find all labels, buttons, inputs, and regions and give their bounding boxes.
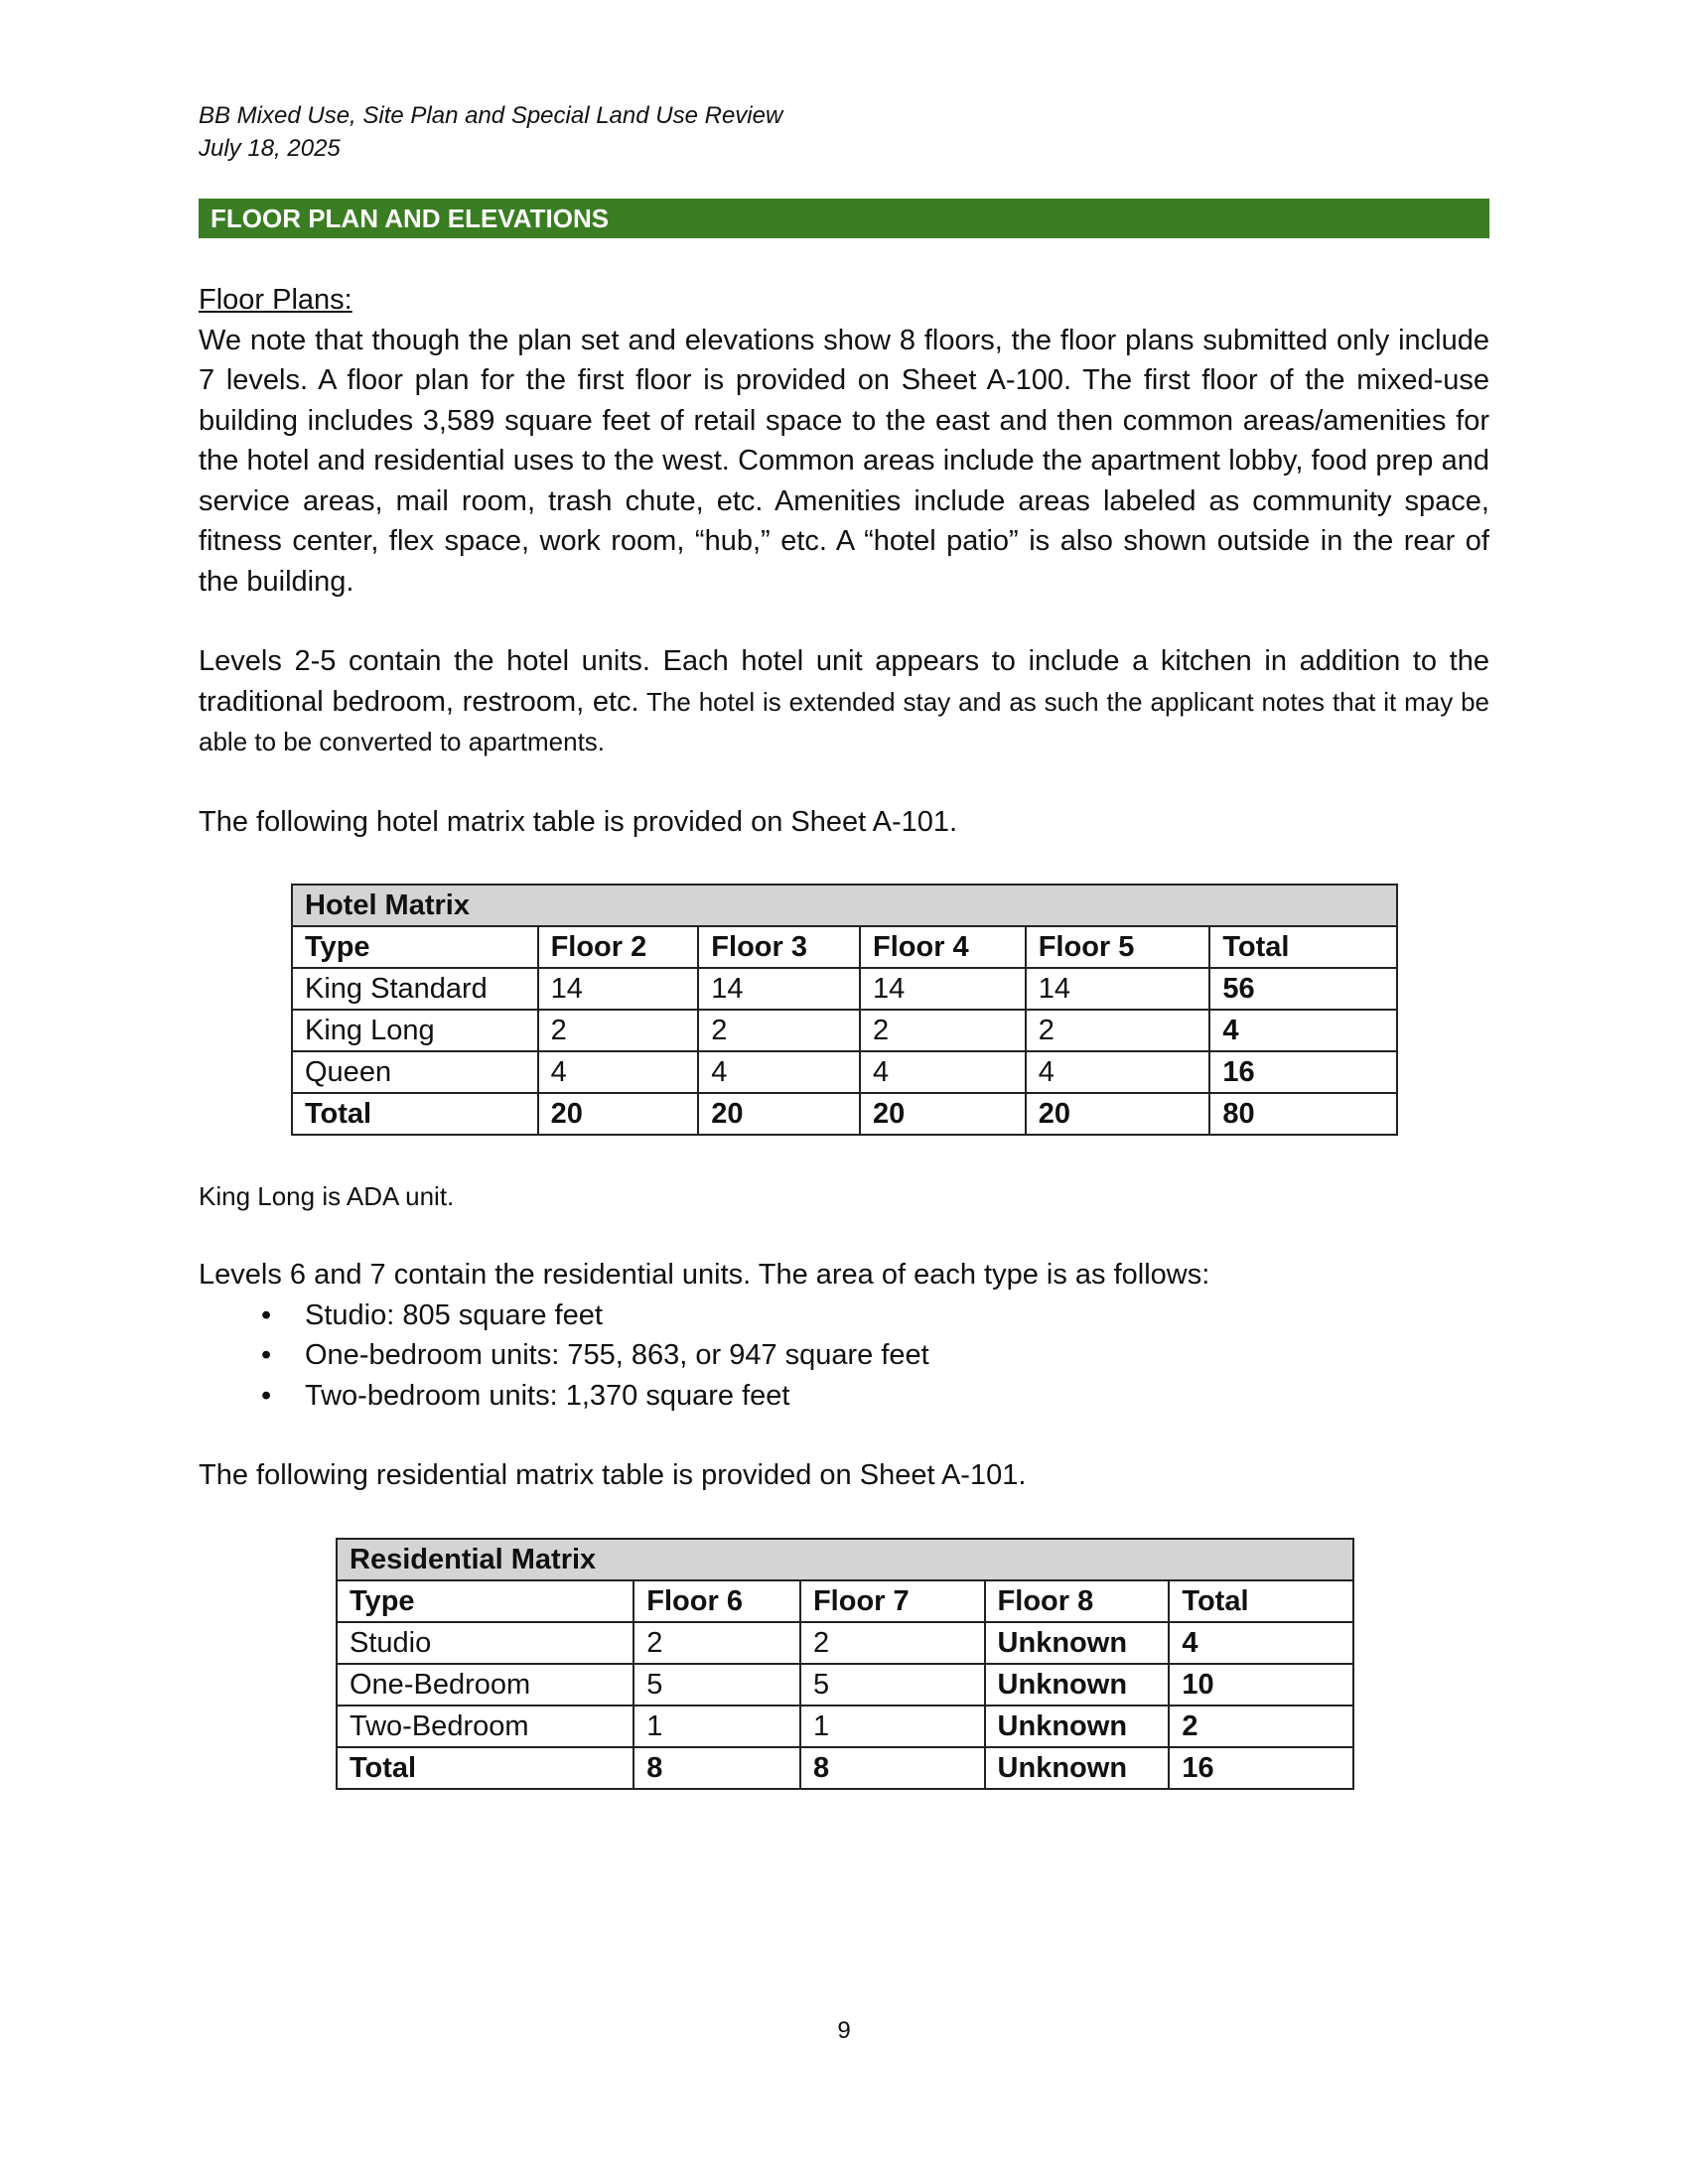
table-cell: King Long xyxy=(292,1010,538,1051)
hotel-levels-text: Levels 2-5 contain the hotel units. Each hotel unit appears to include a kitchen in addition to the traditional bedroom, restroom, etc. xyxy=(199,645,1489,718)
table-cell: Studio xyxy=(337,1622,633,1664)
table-total-row xyxy=(292,1093,1397,1135)
table-cell: 14 xyxy=(1026,968,1210,1010)
table-title-row xyxy=(337,1539,1353,1580)
table-cell-total: 4 xyxy=(1169,1622,1353,1664)
section-heading-bar xyxy=(199,199,1489,238)
section-heading: FLOOR PLAN AND ELEVATIONS xyxy=(211,204,610,233)
table-cell: 5 xyxy=(800,1664,985,1706)
table-cell: 2 xyxy=(860,1010,1026,1051)
table-cell: 4 xyxy=(698,1051,860,1093)
extended-stay-note: The hotel is extended stay and as such the applicant notes that it may be able to be converted to apartments. xyxy=(199,686,1489,756)
floor-plans-paragraph: We note that though the plan set and elevations show 8 floors, the floor plans submitted only include 7 levels. A floor plan for the first floor is provided on Sheet A-100. The first floor of the mixed-use building includes 3,589 square feet of retail space to the east and then common areas/amenities for the hotel and residential uses to the west. Common areas include the apartment lobby, food prep and service areas, mail room, trash chute, etc. Amenities include areas labeled as community space, fitness center, flex space, work room, “hub,” etc. A “hotel patio” is also shown outside in the rear of the building. xyxy=(199,324,1489,598)
table-cell: 5 xyxy=(633,1664,800,1706)
table-cell: 20 xyxy=(860,1093,1026,1135)
table-header-row xyxy=(337,1580,1353,1622)
table-cell: Unknown xyxy=(985,1747,1170,1789)
table-cell-total: 16 xyxy=(1209,1051,1397,1093)
table-cell: 20 xyxy=(698,1093,860,1135)
document-title: BB Mixed Use, Site Plan and Special Land Use Review xyxy=(199,102,783,129)
floor-plans-subheading: Floor Plans: xyxy=(199,284,352,316)
hotel-matrix-table xyxy=(291,884,1398,1136)
column-header: Floor 6 xyxy=(633,1580,800,1622)
table-cell: 2 xyxy=(538,1010,699,1051)
table-cell: 16 xyxy=(1169,1747,1353,1789)
table-cell: 1 xyxy=(633,1706,800,1747)
residential-matrix-title: Residential Matrix xyxy=(337,1539,1353,1580)
page-number: 9 xyxy=(837,2017,851,2044)
document-date: July 18, 2025 xyxy=(199,135,341,162)
column-header: Floor 3 xyxy=(698,926,860,968)
table-cell: 20 xyxy=(538,1093,699,1135)
residential-intro: Levels 6 and 7 contain the residential units. The area of each type is as follows: xyxy=(199,1259,1210,1291)
residential-matrix-intro: The following residential matrix table is provided on Sheet A-101. xyxy=(199,1459,1027,1491)
column-header: Type xyxy=(337,1580,633,1622)
column-header: Floor 2 xyxy=(538,926,699,968)
table-row xyxy=(292,968,1397,1010)
list-item: • One-bedroom units: 755, 863, or 947 square feet xyxy=(305,1335,1489,1376)
table-cell: One-Bedroom xyxy=(337,1664,633,1706)
table-row xyxy=(337,1664,1353,1706)
table-row xyxy=(337,1622,1353,1664)
list-item: • Two-bedroom units: 1,370 square feet xyxy=(305,1376,1489,1417)
table-cell: Unknown xyxy=(985,1706,1170,1747)
table-cell: 4 xyxy=(538,1051,699,1093)
table-cell: 2 xyxy=(698,1010,860,1051)
residential-matrix-table xyxy=(336,1538,1354,1790)
column-header: Type xyxy=(292,926,538,968)
table-cell: Total xyxy=(337,1747,633,1789)
unit-area-list xyxy=(199,1296,1489,1417)
table-cell-total: 56 xyxy=(1209,968,1397,1010)
hotel-levels-paragraph xyxy=(199,641,1489,762)
hotel-matrix-title: Hotel Matrix xyxy=(292,885,1397,926)
table-cell: Two-Bedroom xyxy=(337,1706,633,1747)
column-header: Total xyxy=(1169,1580,1353,1622)
column-header: Floor 7 xyxy=(800,1580,985,1622)
table-row xyxy=(337,1706,1353,1747)
table-cell: 8 xyxy=(633,1747,800,1789)
table-cell: Unknown xyxy=(985,1622,1170,1664)
table-cell: 1 xyxy=(800,1706,985,1747)
column-header: Floor 8 xyxy=(985,1580,1170,1622)
table-cell: 14 xyxy=(698,968,860,1010)
list-item: • Studio: 805 square feet xyxy=(305,1296,1489,1336)
table-cell: 2 xyxy=(1026,1010,1210,1051)
column-header: Floor 4 xyxy=(860,926,1026,968)
table-cell: Total xyxy=(292,1093,538,1135)
table-cell: 4 xyxy=(860,1051,1026,1093)
table-row xyxy=(292,1051,1397,1093)
table-cell-total: 2 xyxy=(1169,1706,1353,1747)
table-cell: 14 xyxy=(538,968,699,1010)
table-cell: King Standard xyxy=(292,968,538,1010)
page-content xyxy=(199,280,1489,1790)
table-cell: 2 xyxy=(633,1622,800,1664)
column-header: Total xyxy=(1209,926,1397,968)
table-cell-total: 4 xyxy=(1209,1010,1397,1051)
hotel-note: King Long is ADA unit. xyxy=(199,1181,455,1211)
table-cell: 2 xyxy=(800,1622,985,1664)
table-cell-total: 10 xyxy=(1169,1664,1353,1706)
table-title-row xyxy=(292,885,1397,926)
column-header: Floor 5 xyxy=(1026,926,1210,968)
table-row xyxy=(292,1010,1397,1051)
table-cell: 80 xyxy=(1209,1093,1397,1135)
table-cell: 4 xyxy=(1026,1051,1210,1093)
table-total-row xyxy=(337,1747,1353,1789)
table-cell: 14 xyxy=(860,968,1026,1010)
hotel-matrix-intro: The following hotel matrix table is provided on Sheet A-101. xyxy=(199,805,958,838)
table-cell: Queen xyxy=(292,1051,538,1093)
table-cell: 20 xyxy=(1026,1093,1210,1135)
table-cell: 8 xyxy=(800,1747,985,1789)
table-cell: Unknown xyxy=(985,1664,1170,1706)
document-header xyxy=(199,99,1092,165)
table-header-row xyxy=(292,926,1397,968)
